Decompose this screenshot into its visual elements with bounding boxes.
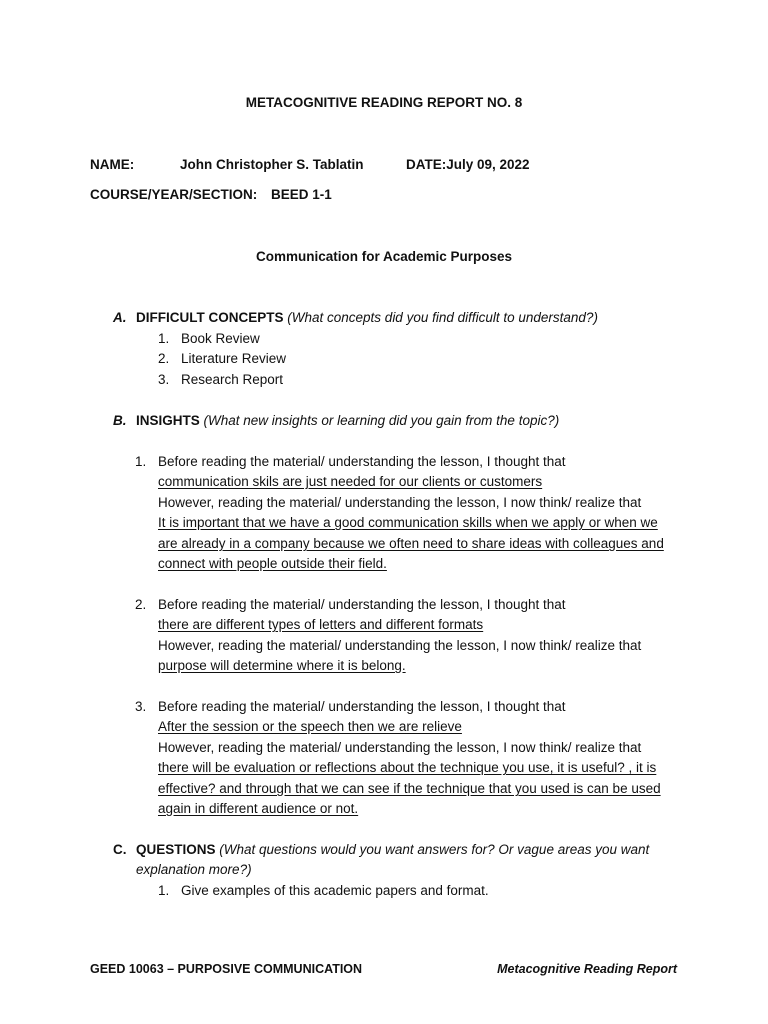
insight-before-answer: communication skils are just needed for our clients or customers [158,474,543,489]
list-item-num: 3. [158,372,170,387]
topic-title: Communication for Academic Purposes [255,249,513,264]
insight-num: 3. [135,699,147,714]
insight-after-answer: effective? and through that we can see if the technique that you used is can be used [158,781,661,796]
section-b-letter: B. [113,413,127,428]
section-b-prompt: (What new insights or learning did you gain from the topic?) [203,413,560,428]
list-item: Research Report [181,372,284,387]
name-label: NAME: [90,157,135,172]
insight-before-prompt: Before reading the material/ understanding the lesson, I thought that [158,699,566,714]
insight-after-answer: connect with people outside their field. [158,556,387,571]
list-item: Literature Review [181,351,287,366]
footer-report-name: Metacognitive Reading Report [497,962,677,976]
insight-before-answer: there are different types of letters and different formats [158,617,484,632]
section-a-heading [136,308,598,328]
list-item-num: 2. [158,351,170,366]
course-value: BEED 1-1 [271,187,332,202]
insight-after-prompt: However, reading the material/ understanding the lesson, I now think/ realize that [158,495,642,510]
list-item: Book Review [181,331,260,346]
section-a-title: DIFFICULT CONCEPTS [136,310,284,325]
section-b-title: INSIGHTS [136,413,200,428]
section-c-title: QUESTIONS [136,842,216,857]
insight-after-answer: again in different audience or not. [158,801,359,816]
insight-before-answer: After the session or the speech then we are relieve [158,719,462,734]
footer-course: GEED 10063 – PURPOSIVE COMMUNICATION [90,962,363,976]
insight-after-prompt: However, reading the material/ understanding the lesson, I now think/ realize that [158,638,642,653]
insight-after-answer: purpose will determine where it is belong. [158,658,406,673]
document-title: METACOGNITIVE READING REPORT NO. 8 [245,95,523,110]
list-item-num: 1. [158,331,170,346]
date-field: DATE:July 09, 2022 [406,157,530,172]
insight-before-prompt: Before reading the material/ understanding the lesson, I thought that [158,597,566,612]
course-label: COURSE/YEAR/SECTION: [90,187,258,202]
section-c-letter: C. [113,842,127,857]
insight-after-prompt: However, reading the material/ understanding the lesson, I now think/ realize that [158,740,642,755]
name-value: John Christopher S. Tablatin [180,157,364,172]
section-a-prompt: (What concepts did you find difficult to understand?) [287,310,598,325]
section-a-letter: A. [113,310,127,325]
insight-after-answer: It is important that we have a good communication skills when we apply or when we [158,515,658,530]
section-c-prompt-cont: explanation more?) [136,862,252,877]
section-c-prompt: (What questions would you want answers for? Or vague areas you want [219,842,650,857]
insight-after-answer: there will be evaluation or reflections about the technique you use, it is useful? , it is [158,760,657,775]
insight-num: 2. [135,597,147,612]
insight-after-answer: are already in a company because we often need to share ideas with colleagues and [158,536,664,551]
insight-before-prompt: Before reading the material/ understanding the lesson, I thought that [158,454,566,469]
insight-num: 1. [135,454,147,469]
list-item-num: 1. [158,883,170,898]
list-item: Give examples of this academic papers and format. [181,883,489,898]
section-b-heading [136,411,559,431]
section-c-heading [136,840,649,860]
